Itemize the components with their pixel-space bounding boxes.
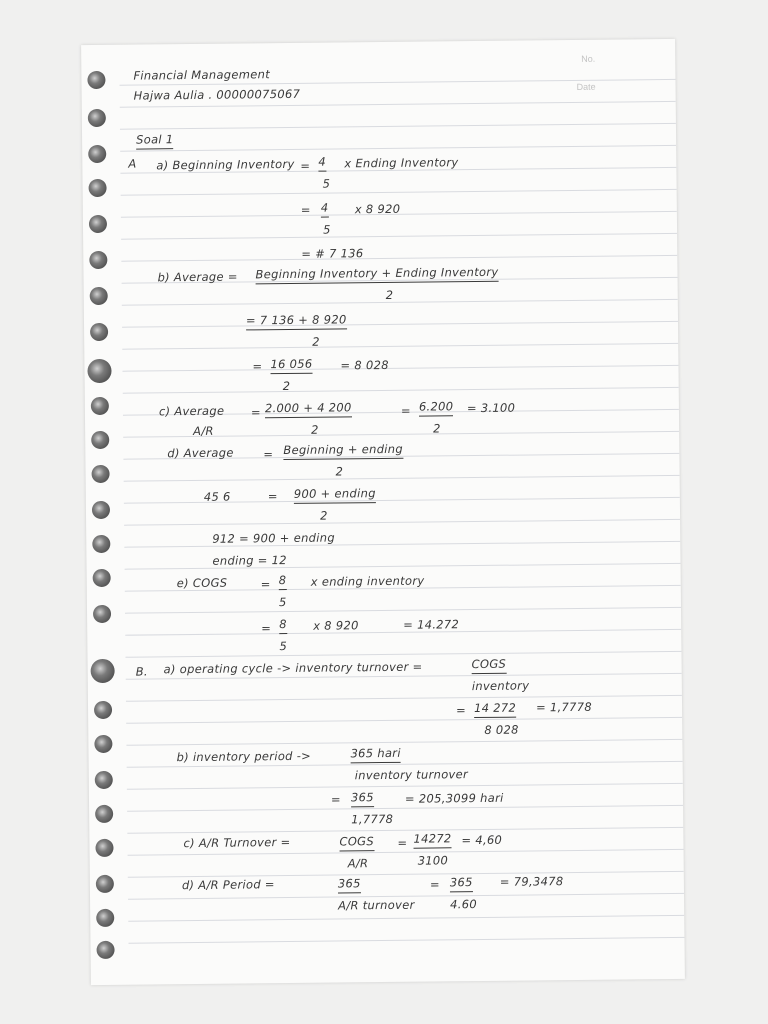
a-a-label: a) Beginning Inventory: [156, 156, 295, 173]
section-title: Soal 1: [136, 134, 174, 149]
b-c-denominator: A/R: [347, 856, 369, 871]
a-c-numerator: 2.000 + 4 200: [265, 402, 352, 417]
b-c-step-numerator: 14272: [413, 833, 451, 848]
b-c-numerator: COGS: [339, 836, 374, 851]
a-d-step2: 912 = 900 + ending: [212, 530, 335, 546]
b-c-label: c) A/R Turnover =: [183, 834, 291, 851]
punch-hole: [96, 875, 114, 893]
ruled-line: [122, 321, 678, 328]
a-d-formula-denominator: 2: [335, 464, 344, 479]
ruled-line: [121, 233, 677, 240]
b-a-result: = 1,7778: [535, 699, 593, 715]
a-a-tail: x Ending Inventory: [344, 155, 459, 171]
b-d-step-numerator: 365: [450, 877, 473, 892]
punch-hole: [87, 359, 111, 383]
ruled-line: [121, 189, 677, 196]
a-e-numerator: 8: [279, 575, 287, 590]
b-b-step-denominator: 1,7778: [351, 811, 394, 827]
punch-hole: [92, 501, 110, 519]
no-label: No.: [581, 53, 596, 64]
b-d-eq: =: [429, 877, 440, 892]
a-d-step3: ending = 12: [212, 553, 287, 568]
a-d-step1-left: 45 6: [203, 489, 231, 504]
punch-hole: [94, 735, 112, 753]
a-e-label: e) COGS: [176, 575, 228, 591]
notebook-page: [81, 39, 685, 985]
part-b-marker: B.: [135, 664, 148, 679]
a-a-step-tail: x 8 920: [354, 201, 401, 217]
a-e-result: = 14.272: [403, 617, 460, 632]
b-a-numerator: COGS: [472, 659, 507, 674]
ruled-line: [123, 387, 679, 394]
b-b-eq: =: [330, 792, 342, 807]
punch-hole: [90, 323, 108, 341]
a-b-step2-denominator: 2: [282, 378, 291, 394]
a-d-eq: =: [263, 447, 274, 462]
b-d-numerator: 365: [338, 878, 361, 893]
b-b-label: b) inventory period ->: [176, 748, 312, 765]
punch-hole: [92, 535, 110, 553]
a-a-step-numerator: 4: [321, 203, 329, 218]
ruled-line: [127, 805, 683, 812]
ruled-line: [121, 255, 677, 262]
b-b-result: = 205,3099 hari: [404, 790, 504, 806]
a-c-mid-numerator: 6.200: [419, 401, 454, 416]
b-d-step-denominator: 4.60: [450, 897, 477, 912]
a-e-eq2: =: [261, 621, 272, 636]
a-a-result: = # 7 136: [301, 246, 364, 261]
a-a-eq: =: [300, 158, 311, 173]
b-c-eq: =: [397, 835, 408, 850]
punch-hole: [89, 215, 107, 233]
a-e-tail: x ending inventory: [310, 573, 425, 589]
b-a-step-numerator: 14 272: [474, 703, 516, 718]
ruled-line: [124, 519, 680, 526]
ruled-line: [128, 871, 684, 878]
b-a-denominator: inventory: [471, 678, 530, 694]
ruled-line: [128, 915, 684, 922]
a-c-eq: =: [250, 405, 261, 420]
a-c-mid-denominator: 2: [433, 421, 441, 436]
ruled-line: [128, 849, 684, 856]
b-a-label: a) operating cycle -> inventory turnover =: [163, 659, 423, 677]
a-d-formula-numerator: Beginning + ending: [283, 444, 403, 460]
a-d-step1-numerator: 900 + ending: [294, 488, 376, 503]
ruled-line: [122, 343, 678, 350]
b-a-step-denominator: 8 028: [484, 722, 519, 737]
part-a-marker: A: [128, 156, 137, 171]
ruled-line: [125, 607, 681, 614]
ruled-line: [125, 563, 681, 570]
a-b-formula-denominator: 2: [385, 287, 394, 302]
a-d-eq2: =: [267, 489, 278, 504]
course-title: Financial Management: [133, 67, 271, 83]
student-name: Hajwa Aulia . 00000075067: [133, 86, 301, 103]
a-b-result: = 8 028: [340, 357, 389, 373]
b-d-result: = 79,3478: [499, 874, 564, 889]
ruled-line: [120, 123, 676, 130]
a-c-denominator: 2: [311, 422, 319, 437]
punch-hole: [91, 431, 109, 449]
b-b-step-numerator: 365: [351, 792, 374, 807]
a-d-label: d) Average: [167, 445, 234, 461]
ruled-line: [128, 937, 684, 944]
ruled-line: [124, 475, 680, 482]
b-d-label: d) A/R Period =: [181, 877, 275, 893]
a-e-step-numerator: 8: [279, 619, 287, 634]
b-b-denominator: inventory turnover: [354, 767, 469, 783]
a-c-result: = 3.100: [466, 400, 516, 416]
a-b-step1-numerator: = 7 136 + 8 920: [246, 314, 347, 330]
a-b-step2-numerator: 16 056: [270, 359, 312, 374]
punch-hole: [95, 805, 113, 823]
a-a-numerator: 4: [318, 157, 326, 172]
ruled-line: [120, 145, 676, 152]
a-e-eq: =: [260, 577, 271, 592]
a-b-step1-denominator: 2: [312, 334, 320, 349]
a-b-label: b) Average =: [157, 269, 238, 285]
a-a-eq2: =: [300, 202, 311, 217]
b-a-eq: =: [456, 703, 467, 718]
punch-hole: [95, 771, 113, 789]
a-a-step-denominator: 5: [322, 222, 331, 237]
punch-hole: [88, 145, 106, 163]
ruled-line: [122, 299, 678, 306]
punch-hole: [95, 839, 113, 857]
a-d-step1-denominator: 2: [319, 508, 328, 523]
ruled-line: [124, 541, 680, 548]
punch-hole: [87, 71, 105, 89]
binder-holes: [81, 45, 131, 985]
punch-hole: [96, 941, 114, 959]
ruled-line: [120, 101, 676, 108]
ruled-line: [126, 717, 682, 724]
punch-hole: [91, 465, 109, 483]
punch-hole: [88, 179, 106, 197]
punch-hole: [93, 605, 111, 623]
a-b-eq: =: [252, 359, 263, 374]
a-e-denominator: 5: [278, 595, 287, 610]
punch-hole: [88, 109, 106, 127]
a-a-denominator: 5: [322, 176, 331, 191]
ruled-line: [126, 651, 682, 658]
a-e-step-denominator: 5: [279, 639, 288, 654]
b-d-denominator: A/R turnover: [338, 897, 415, 913]
a-b-formula-numerator: Beginning Inventory + Ending Inventory: [255, 267, 498, 284]
ruled-line: [126, 695, 682, 702]
b-c-result: = 4,60: [461, 832, 503, 848]
punch-hole: [93, 569, 111, 587]
a-c-eq2: =: [400, 403, 411, 418]
b-b-numerator: 365 hari: [350, 748, 400, 763]
punch-hole: [91, 397, 109, 415]
a-c-label-ar: A/R: [193, 423, 214, 438]
ruled-line: [123, 365, 679, 372]
punch-hole: [96, 909, 114, 927]
ruled-line: [127, 827, 683, 834]
b-c-step-denominator: 3100: [417, 853, 449, 868]
punch-hole: [90, 287, 108, 305]
ruled-line: [126, 739, 682, 746]
punch-hole: [94, 701, 112, 719]
ruled-line: [127, 783, 683, 790]
a-e-step-tail: x 8 920: [313, 618, 359, 633]
punch-hole: [89, 251, 107, 269]
date-label: Date: [576, 81, 596, 92]
punch-hole: [91, 659, 115, 683]
a-c-label: c) Average: [158, 403, 225, 419]
